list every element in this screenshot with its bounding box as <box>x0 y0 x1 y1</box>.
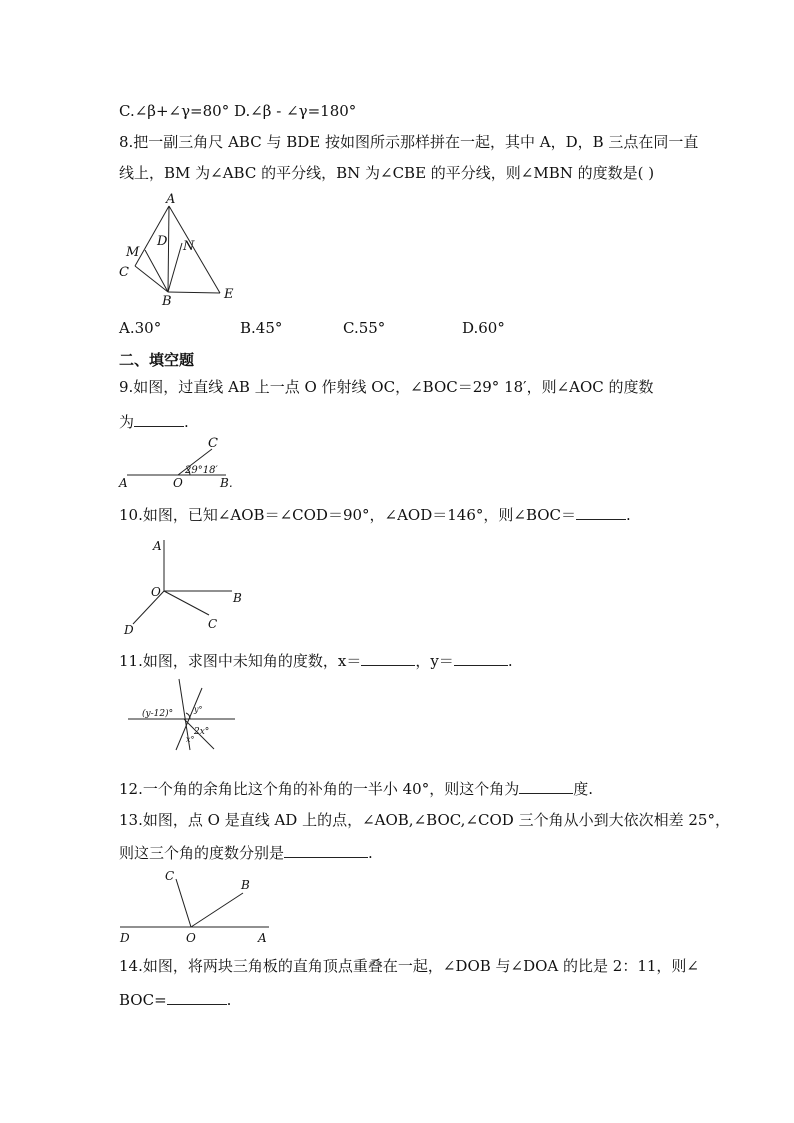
q14-end: . <box>226 991 232 1009</box>
q12-text-line1 <box>119 777 593 799</box>
q11-label-y12: (y-12)° <box>142 709 174 719</box>
q11-text-line1 <box>119 649 513 671</box>
q8-option-b: B.45° <box>240 319 283 337</box>
q11-y-blank[interactable] <box>454 649 508 666</box>
q12-prefix: 12.一个角的余角比这个角的补角的一半小 40°，则这个角为 <box>119 780 520 798</box>
q10-label-o: O <box>151 585 161 599</box>
q8-label-e: E <box>224 287 234 302</box>
q9-prefix: 为 <box>119 413 135 431</box>
q8-label-n: N <box>183 239 195 254</box>
q11-end: . <box>507 652 513 670</box>
q9-label-angle: 29°18′ <box>185 465 218 476</box>
q11-prefix: 11.如图，求图中未知角的度数，x＝ <box>119 652 362 670</box>
q13-label-o: O <box>186 931 196 945</box>
q13-end: . <box>368 844 373 862</box>
q8-text-line1: 8.把一副三角尺 ABC 与 BDE 按如图所示那样拼在一起，其中 A，D，B 三点在同一直 <box>119 133 699 151</box>
q10-label-c: C <box>208 617 218 631</box>
q8-text-line2: 线上，BM 为∠ABC 的平分线，BN 为∠CBE 的平分线，则∠MBN 的度数是( ) <box>119 164 655 182</box>
q10-label-b: B <box>233 591 242 605</box>
q10-prefix: 10.如图，已知∠AOB＝∠COD＝90°，∠AOD＝146°，则∠BOC＝ <box>119 506 577 524</box>
q11-label-y: y° <box>194 705 203 714</box>
q8-option-a: A.30° <box>119 319 162 337</box>
q9-label-o: O <box>173 476 183 490</box>
q13-text-line1: 13.如图，点 O 是直线 AD 上的点，∠AOB,∠BOC,∠COD 三个角从小到大依次相差 25°， <box>119 811 730 829</box>
q13-label-c: C <box>165 869 175 883</box>
q11-figure <box>124 676 240 752</box>
q14-answer-blank[interactable] <box>167 988 227 1005</box>
q14-text-line1: 14.如图，将两块三角板的直角顶点重叠在一起，∠DOB 与∠DOA 的比是 2：11，则∠ <box>119 957 700 975</box>
q13-figure <box>115 866 275 946</box>
q14-text-line2 <box>119 988 231 1010</box>
q10-end: . <box>626 506 631 524</box>
q8-label-c: C <box>119 265 129 280</box>
q9-label-c: C <box>208 436 218 451</box>
q12-end: 度. <box>573 780 593 798</box>
q8-label-d: D <box>157 234 168 249</box>
q11-mid: ，y＝ <box>415 652 454 670</box>
q10-answer-blank[interactable] <box>576 503 626 520</box>
q9-label-a: A <box>119 476 128 490</box>
q13-text-line2 <box>119 841 373 863</box>
q13-label-a: A <box>258 931 267 945</box>
q9-answer-blank[interactable] <box>134 410 184 427</box>
q10-figure <box>115 530 255 640</box>
q13-label-b: B <box>241 878 250 892</box>
q11-label-x: x° <box>186 735 195 744</box>
q9-text-line1: 9.如图，过直线 AB 上一点 O 作射线 OC，∠BOC＝29° 18′，则∠AOC 的度数 <box>119 378 654 396</box>
q11-x-blank[interactable] <box>361 649 415 666</box>
q14-prefix: BOC= <box>119 991 167 1009</box>
q8-option-c: C.55° <box>343 319 386 337</box>
q8-option-d: D.60° <box>462 319 505 337</box>
q13-answer-blank[interactable] <box>284 841 368 858</box>
q9-end: . <box>184 413 189 431</box>
q13-label-d: D <box>120 931 130 945</box>
q8-figure <box>115 188 245 308</box>
q9-figure <box>115 432 245 490</box>
q12-answer-blank[interactable] <box>519 777 573 794</box>
q9-text-line2 <box>119 410 189 432</box>
section-heading-fill-in: 二、填空题 <box>119 351 195 369</box>
q7-options: C.∠β+∠γ=80° D.∠β - ∠γ=180° <box>119 102 357 120</box>
q8-label-a: A <box>166 192 176 207</box>
q11-label-2x: 2x° <box>194 727 210 737</box>
q9-label-b: B. <box>220 476 233 490</box>
q10-label-d: D <box>124 623 134 637</box>
q8-label-b: B <box>162 294 172 308</box>
q10-text-line1 <box>119 503 631 525</box>
q13-prefix: 则这三个角的度数分别是 <box>119 844 285 862</box>
q10-label-a: A <box>153 539 162 553</box>
q8-label-m: M <box>126 245 140 260</box>
